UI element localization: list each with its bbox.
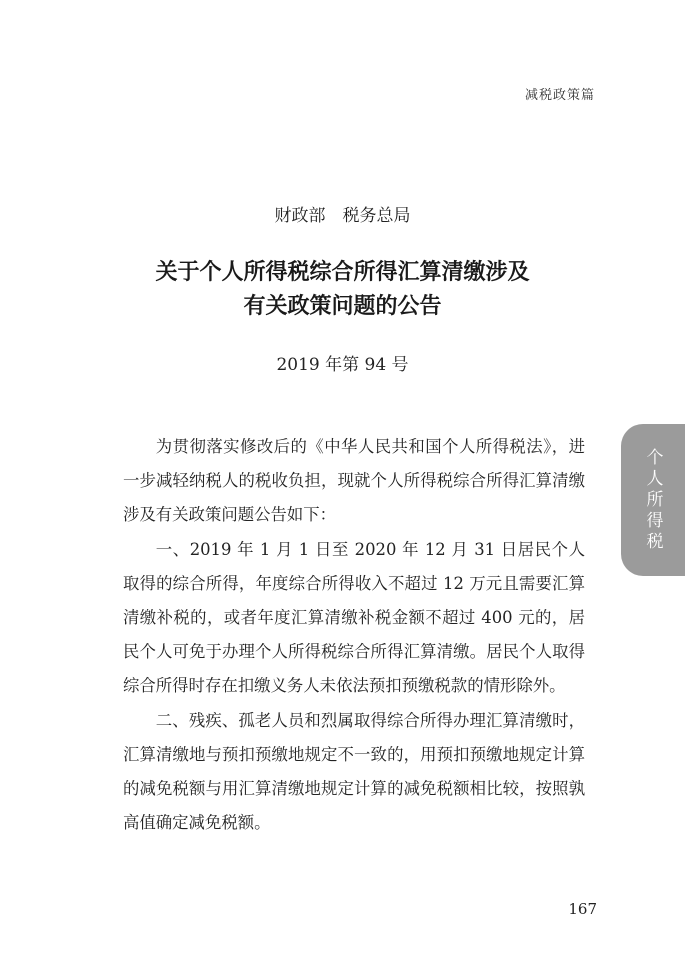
document-number: 2019 年第 94 号 <box>276 355 409 375</box>
paragraph-item-1: 一、2019 年 1 月 1 日至 2020 年 12 月 31 日居民个人取得的综合所得，年度综合所得收入不超过 12 万元且需要汇算清缴补税的，或者年度汇算清缴补税金额不超过 400 元的，居民个人可免于办理个人所得税综合所得汇算清缴。居民个人取得综合所得时存在扣缴义务人未依法预扣预缴税款的情形除外。 <box>123 539 585 696</box>
body-text <box>123 430 585 840</box>
header-section-label: 减税政策篇 <box>524 88 595 103</box>
issuer: 财政部 税务总局 <box>274 206 411 226</box>
side-tab-label: 个人所得税 <box>642 447 663 553</box>
document-title <box>0 255 685 323</box>
paragraph-item-2: 二、残疾、孤老人员和烈属取得综合所得办理汇算清缴时，汇算清缴地与预扣预缴地规定不一致的，用预扣预缴地规定计算的减免税额与用汇算清缴地规定计算的减免税额相比较，按照孰高值确定减免税额。 <box>123 710 585 833</box>
page-number: 167 <box>568 900 597 918</box>
title-line-1: 关于个人所得税综合所得汇算清缴涉及 <box>155 259 530 285</box>
side-tab <box>621 424 685 576</box>
paragraph-intro: 为贯彻落实修改后的《中华人民共和国个人所得税法》，进一步减轻纳税人的税收负担，现就个人所得税综合所得汇算清缴涉及有关政策问题公告如下： <box>123 437 585 525</box>
title-line-2: 有关政策问题的公告 <box>243 293 442 319</box>
